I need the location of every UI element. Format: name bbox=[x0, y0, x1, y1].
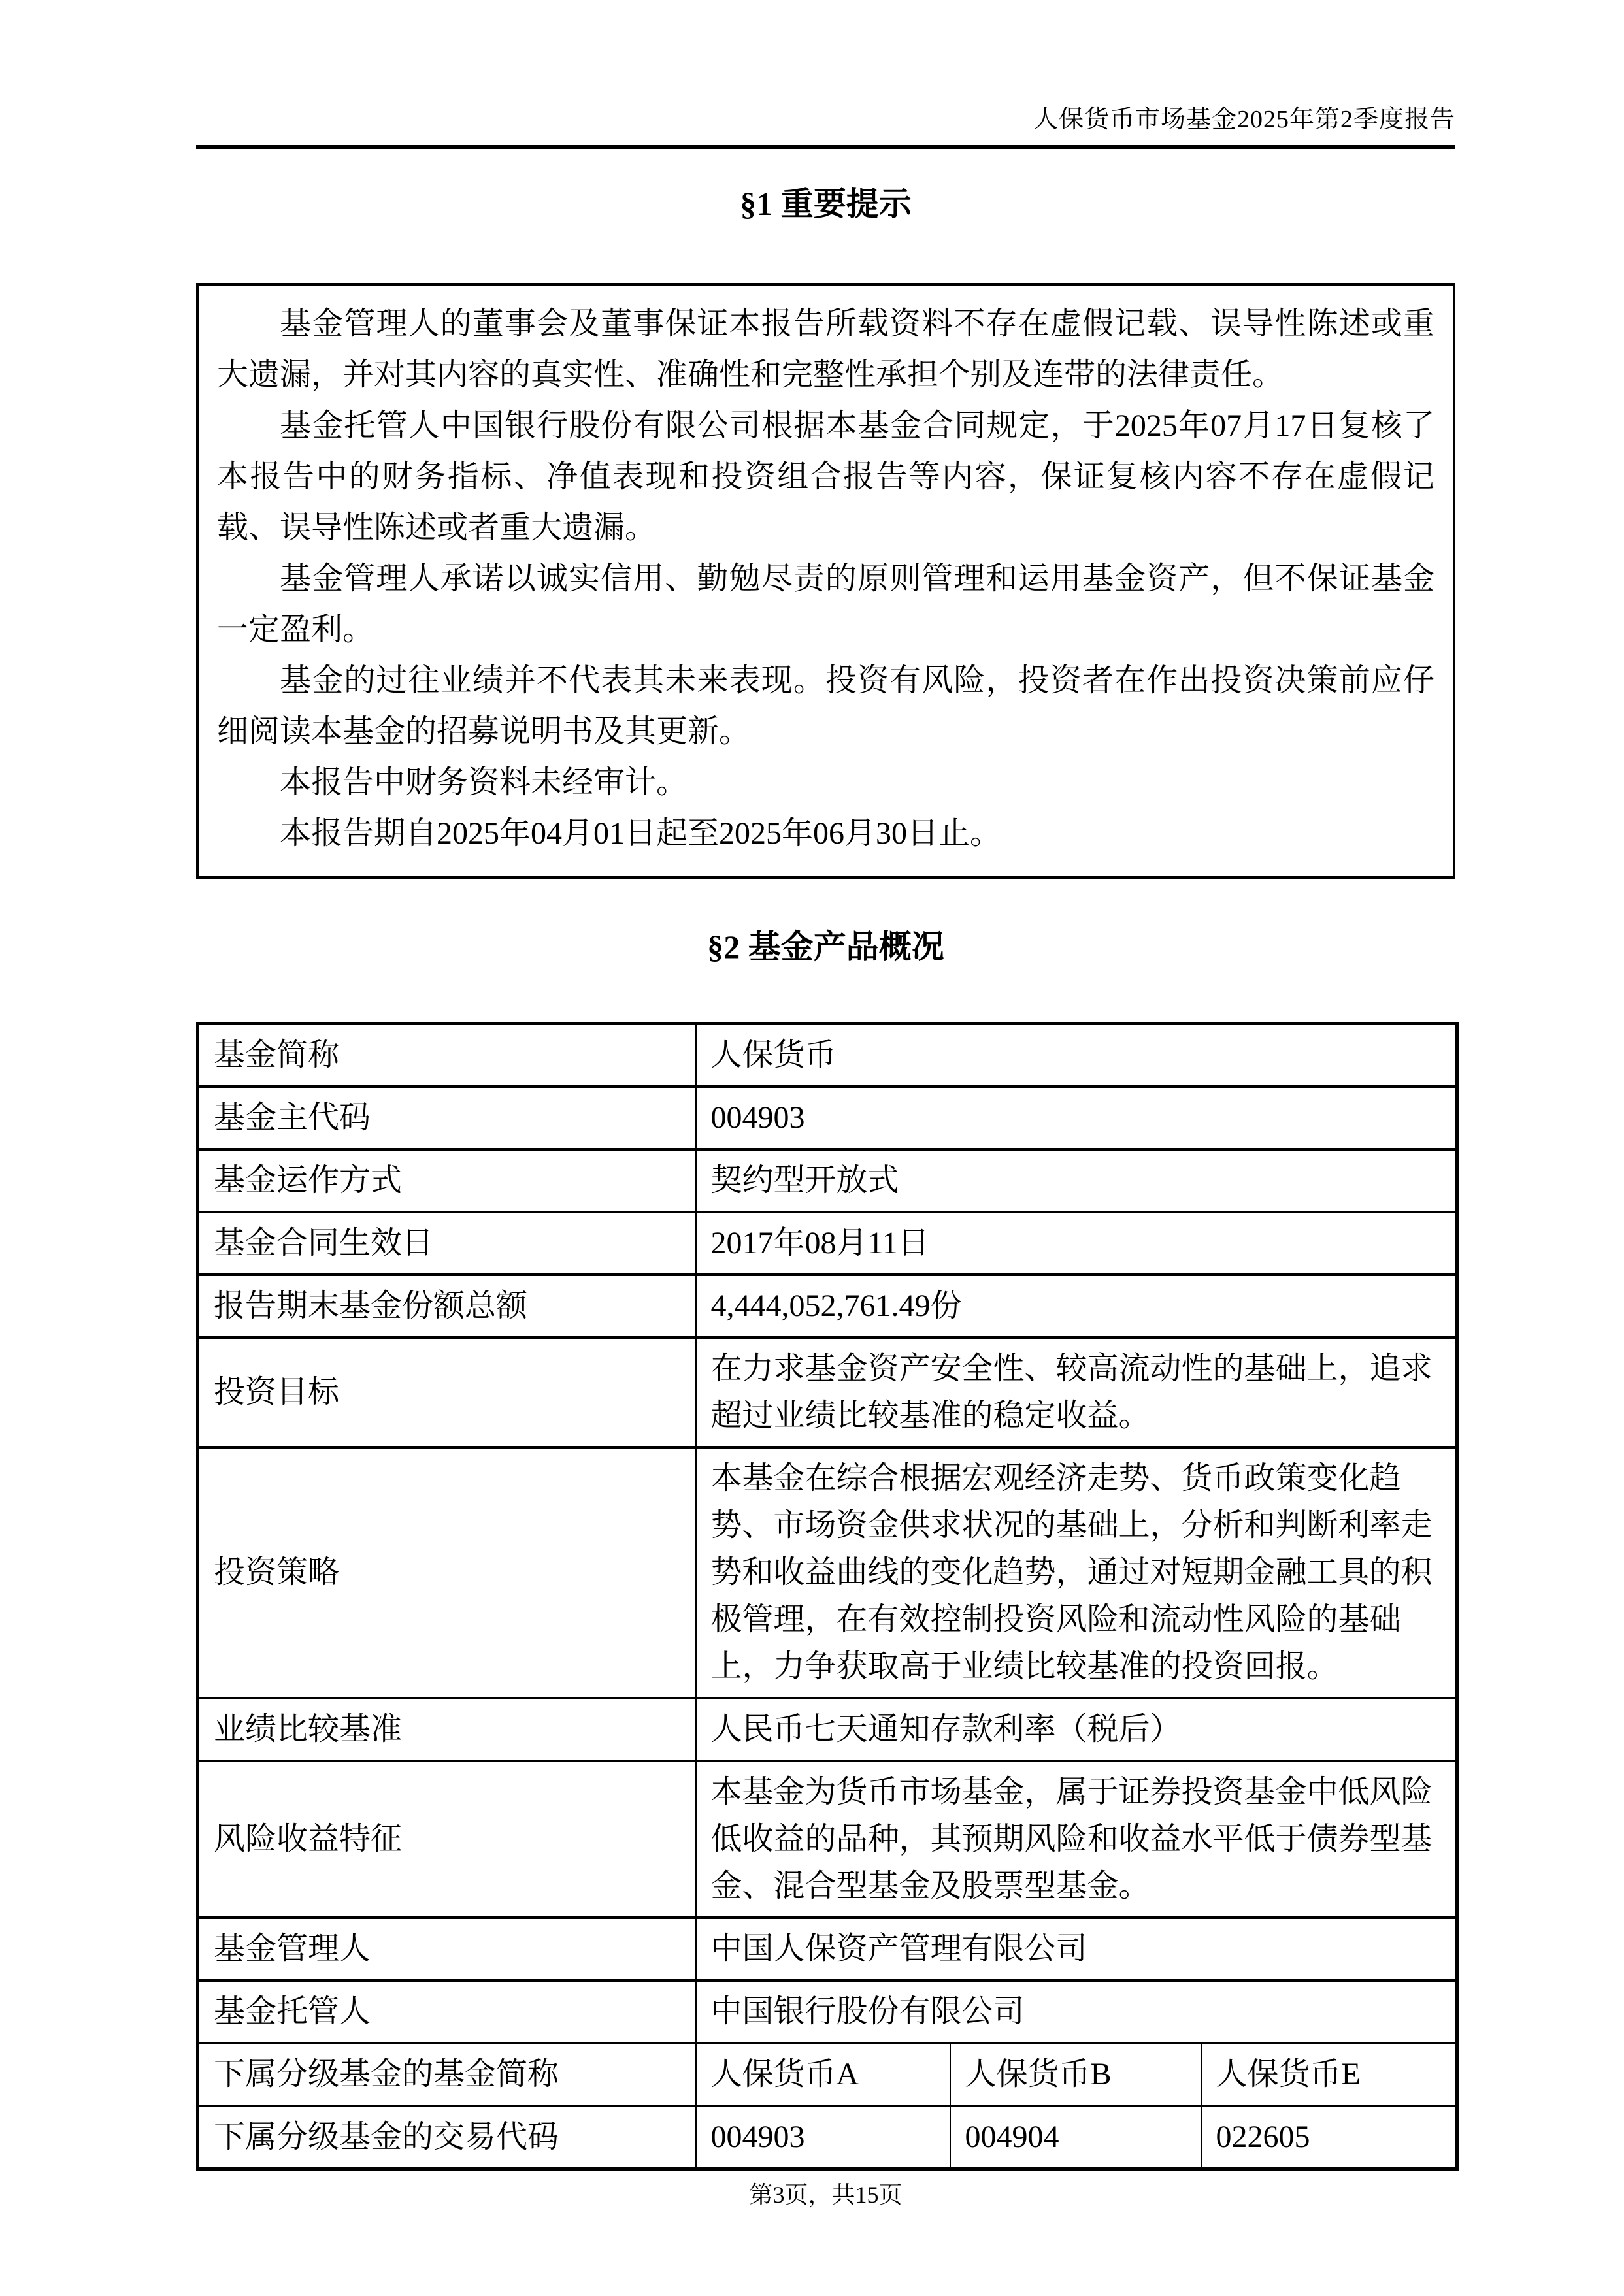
row-label: 基金托管人 bbox=[198, 1980, 696, 2043]
report-page bbox=[196, 0, 1455, 2210]
row-value: 4,444,052,761.49份 bbox=[696, 1275, 1457, 1337]
row-value: 本基金为货币市场基金，属于证券投资基金中低风险低收益的品种，其预期风险和收益水平低于债券型基金、混合型基金及股票型基金。 bbox=[696, 1761, 1457, 1918]
row-label: 投资策略 bbox=[198, 1447, 696, 1698]
row-label: 基金简称 bbox=[198, 1023, 696, 1087]
notice-paragraph: 基金托管人中国银行股份有限公司根据本基金合同规定，于2025年07月17日复核了本报告中的财务指标、净值表现和投资组合报告等内容，保证复核内容不存在虚假记载、误导性陈述或者重大遗漏。 bbox=[217, 408, 1434, 545]
table-row bbox=[198, 1698, 1457, 1761]
page-number-footer: 第3页，共15页 bbox=[749, 2181, 903, 2208]
header-divider bbox=[196, 145, 1455, 149]
notice-paragraph: 基金管理人的董事会及董事保证本报告所载资料不存在虚假记载、误导性陈述或重大遗漏，并对其内容的真实性、准确性和完整性承担个别及连带的法律责任。 bbox=[217, 306, 1434, 392]
section2-title: §2 基金产品概况 bbox=[707, 928, 944, 965]
row-label: 基金管理人 bbox=[198, 1918, 696, 1980]
table-row bbox=[198, 1761, 1457, 1918]
notice-paragraph: 本报告期自2025年04月01日起至2025年06月30日止。 bbox=[280, 815, 1002, 851]
row-label: 基金主代码 bbox=[198, 1087, 696, 1149]
row-value: 人保货币 bbox=[696, 1023, 1457, 1087]
table-row bbox=[198, 1212, 1457, 1275]
table-row bbox=[198, 1337, 1457, 1447]
important-notice-box bbox=[196, 283, 1455, 879]
row-value: 人民币七天通知存款利率（税后） bbox=[696, 1698, 1457, 1761]
table-row bbox=[198, 1087, 1457, 1149]
table-row bbox=[198, 1980, 1457, 2043]
row-value: 本基金在综合根据宏观经济走势、货币政策变化趋势、市场资金供求状况的基础上，分析和判断利率走势和收益曲线的变化趋势，通过对短期金融工具的积极管理，在有效控制投资风险和流动性风险的基础上，力争获取高于业绩比较基准的投资回报。 bbox=[696, 1447, 1457, 1698]
row-value: 在力求基金资产安全性、较高流动性的基础上，追求超过业绩比较基准的稳定收益。 bbox=[696, 1337, 1457, 1447]
row-value: 004903 bbox=[696, 1087, 1457, 1149]
section1-title: §1 重要提示 bbox=[740, 185, 912, 222]
table-row bbox=[198, 1275, 1457, 1337]
row-label: 基金运作方式 bbox=[198, 1149, 696, 1212]
table-row bbox=[198, 1023, 1457, 1087]
row-value: 2017年08月11日 bbox=[696, 1212, 1457, 1275]
table-row bbox=[198, 2106, 1457, 2169]
fund-overview-table bbox=[196, 1022, 1459, 2171]
table-row bbox=[198, 2043, 1457, 2106]
row-value-class-b: 人保货币B bbox=[950, 2043, 1201, 2106]
row-value-class-e: 人保货币E bbox=[1201, 2043, 1457, 2106]
row-label: 基金合同生效日 bbox=[198, 1212, 696, 1275]
notice-paragraph: 基金的过往业绩并不代表其未来表现。投资有风险，投资者在作出投资决策前应仔细阅读本基金的招募说明书及其更新。 bbox=[217, 663, 1434, 749]
table-row bbox=[198, 1149, 1457, 1212]
row-label: 业绩比较基准 bbox=[198, 1698, 696, 1761]
page-header-title: 人保货币市场基金2025年第2季度报告 bbox=[1033, 106, 1455, 133]
row-value-class-a: 人保货币A bbox=[696, 2043, 950, 2106]
notice-paragraph: 基金管理人承诺以诚实信用、勤勉尽责的原则管理和运用基金资产，但不保证基金一定盈利。 bbox=[217, 561, 1434, 647]
row-value: 契约型开放式 bbox=[696, 1149, 1457, 1212]
row-label: 下属分级基金的交易代码 bbox=[198, 2106, 696, 2169]
row-label: 报告期末基金份额总额 bbox=[198, 1275, 696, 1337]
row-value-class-a: 004903 bbox=[696, 2106, 950, 2169]
row-value: 中国银行股份有限公司 bbox=[696, 1980, 1457, 2043]
notice-paragraph: 本报告中财务资料未经审计。 bbox=[280, 764, 688, 800]
table-row bbox=[198, 1447, 1457, 1698]
row-value-class-b: 004904 bbox=[950, 2106, 1201, 2169]
table-row bbox=[198, 1918, 1457, 1980]
row-value: 中国人保资产管理有限公司 bbox=[696, 1918, 1457, 1980]
row-value-class-e: 022605 bbox=[1201, 2106, 1457, 2169]
row-label: 下属分级基金的基金简称 bbox=[198, 2043, 696, 2106]
row-label: 投资目标 bbox=[198, 1337, 696, 1447]
row-label: 风险收益特征 bbox=[198, 1761, 696, 1918]
